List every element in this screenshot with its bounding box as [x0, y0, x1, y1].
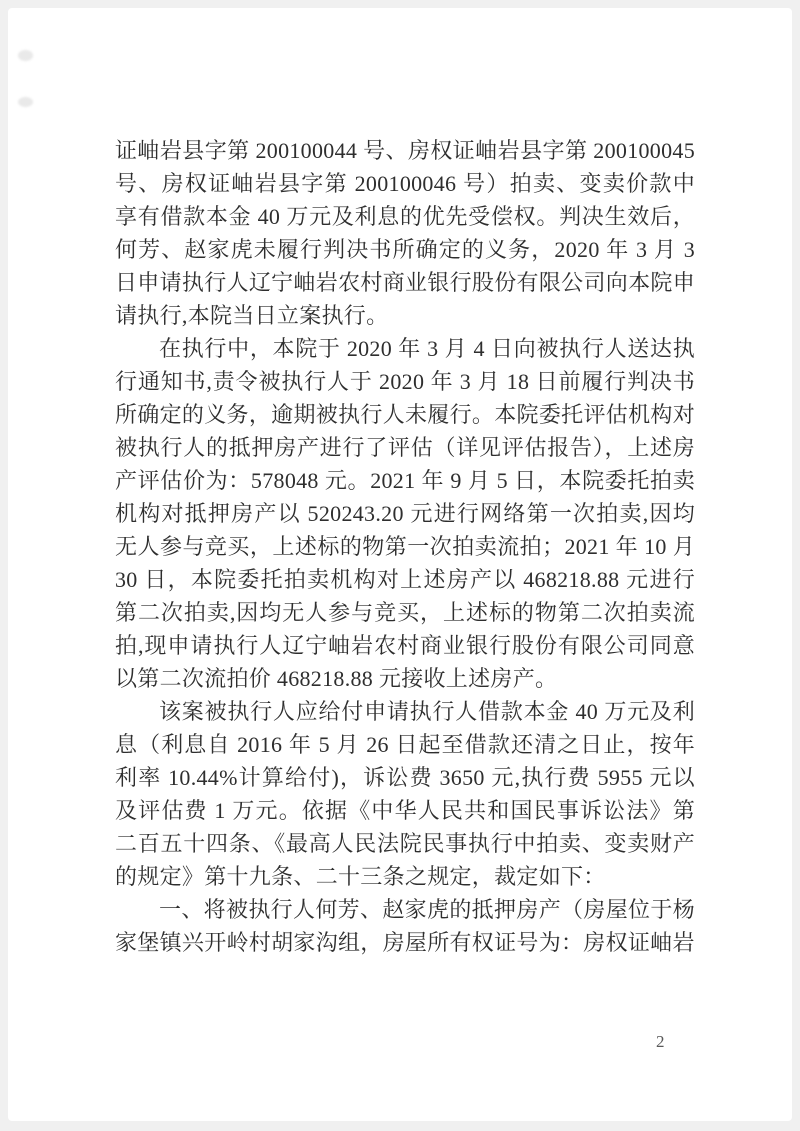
paragraph-ruling-item-one: 一、将被执行人何芳、赵家虎的抵押房产（房屋位于杨家堡镇兴开岭村胡家沟组，房屋所有权证号为：房权证岫岩 [115, 897, 695, 955]
paragraph-ruling-basis: 该案被执行人应给付申请执行人借款本金 40 万元及利息（利息自 2016 年 5 月 26 日起至借款还清之日止，按年利率 10.44%计算给付)，诉讼费 3650 元,执行费 5955 元以及评估费 1 万元。依据《中华人民共和国民事诉讼法》第二百五十四条、《最高人民法院民事执行中拍卖、变卖财产的规定》第十九条、二十三条之规定，裁定如下： [115, 699, 695, 889]
document-page [8, 8, 792, 1121]
page-number: 2 [656, 1032, 665, 1051]
paragraph-continuation: 证岫岩县字第 200100044 号、房权证岫岩县字第 200100045 号、房权证岫岩县字第 200100046 号）拍卖、变卖价款中享有借款本金 40 万元及利息的优先受偿权。判决生效后，何芳、赵家虎未履行判决书所确定的义务，2020 年 3 月 3 日申请执行人辽宁岫岩农村商业银行股份有限公司向本院申请执行,本院当日立案执行。 [115, 138, 695, 328]
paragraph-execution-process: 在执行中，本院于 2020 年 3 月 4 日向被执行人送达执行通知书,责令被执行人于 2020 年 3 月 18 日前履行判决书所确定的义务，逾期被执行人未履行。本院委托评估机构对被执行人的抵押房产进行了评估（详见评估报告），上述房产评估价为：578048 元。2021 年 9 月 5 日，本院委托拍卖机构对抵押房产以 520243.20 元进行网络第一次拍卖,因均无人参与竞买，上述标的物第一次拍卖流拍；2021 年 10 月 30 日，本院委托拍卖机构对上述房产以 468218.88 元进行第二次拍卖,因均无人参与竞买，上述标的物第二次拍卖流拍,现申请执行人辽宁岫岩农村商业银行股份有限公司同意以第二次流拍价 468218.88 元接收上述房产。 [115, 336, 695, 691]
document-body [115, 134, 695, 959]
scan-smudge [18, 50, 33, 61]
scan-smudge [18, 97, 33, 107]
